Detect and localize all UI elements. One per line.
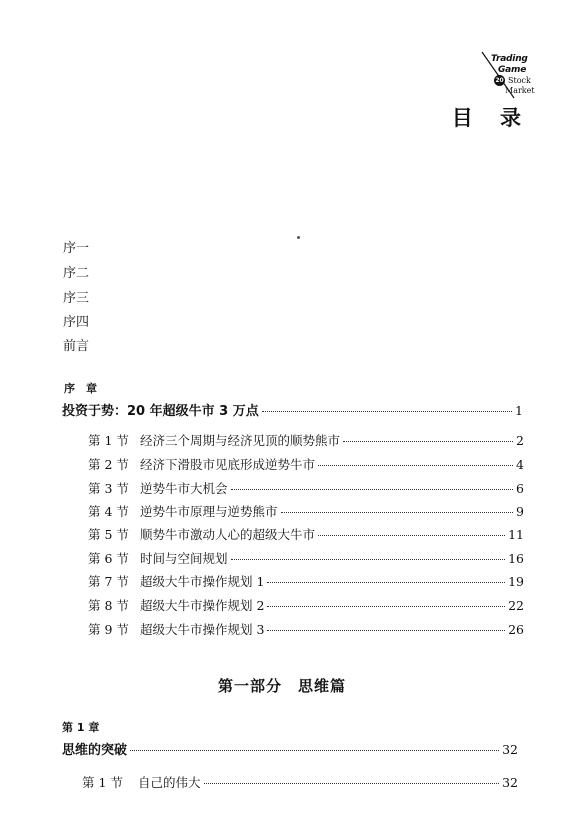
part-title: 第一部分 思维篇 [217, 677, 346, 695]
book-series-logo [478, 50, 538, 100]
front-matter-item[interactable]: 序四 [63, 315, 90, 330]
page-number: 32 [502, 742, 518, 757]
logo-text-stock: Stock [508, 76, 531, 85]
dot-leader [204, 782, 500, 784]
page-number: 1 [515, 403, 523, 418]
section-number: 第 5 节 [88, 527, 129, 542]
logo-text-market: Market [505, 86, 535, 95]
logo-text-trading: Trading [491, 54, 528, 64]
toc-section-row[interactable] [88, 431, 524, 449]
dot-leader [318, 464, 513, 466]
dot-leader [231, 488, 514, 490]
section-number: 第 8 节 [88, 598, 129, 613]
page-number: 19 [508, 574, 524, 589]
logo-text-game: Game [498, 65, 527, 75]
dot-leader [318, 534, 505, 536]
dot-leader [267, 629, 505, 631]
logo-badge: 20 [495, 77, 504, 84]
section-number: 第 4 节 [88, 504, 129, 519]
page-number: 26 [508, 622, 524, 637]
section-number: 第 2 节 [88, 457, 129, 472]
chapter-label: 第 1 章 [62, 721, 100, 734]
toc-section-row[interactable] [88, 502, 524, 520]
page-number: 9 [516, 504, 524, 519]
page-title: 目 录 [451, 106, 531, 130]
stray-mark [297, 236, 300, 239]
page-number: 4 [516, 457, 524, 472]
toc-section-row[interactable] [88, 596, 524, 614]
dot-leader [262, 410, 512, 412]
front-matter-item[interactable]: 序三 [63, 291, 90, 306]
dot-leader [231, 558, 506, 560]
section-title: 超级大牛市操作规划 3 [140, 622, 265, 637]
toc-section-row[interactable] [88, 479, 524, 497]
section-title: 经济三个周期与经济见顶的顺势熊市 [140, 433, 341, 448]
chapter-title: 投资于势：20 年超级牛市 3 万点 [62, 404, 259, 419]
section-title: 自己的伟大 [138, 775, 201, 790]
dot-leader [281, 511, 514, 513]
section-title: 逆势牛市大机会 [140, 481, 228, 496]
page-number: 6 [516, 481, 524, 496]
section-title: 逆势牛市原理与逆势熊市 [140, 504, 278, 519]
front-matter-item[interactable]: 序一 [63, 241, 90, 256]
page-number: 32 [502, 775, 518, 790]
chapter-title: 思维的突破 [62, 743, 128, 758]
section-number: 第 1 节 [88, 433, 129, 448]
section-number: 第 1 节 [82, 775, 123, 790]
page-number: 2 [516, 433, 524, 448]
page-number: 22 [508, 598, 524, 613]
toc-chapter-title-row[interactable] [62, 400, 523, 419]
toc-section-row[interactable] [88, 620, 524, 638]
toc-section-row[interactable] [88, 572, 524, 590]
section-title: 顺势牛市激动人心的超级大牛市 [140, 527, 316, 542]
toc-section-row[interactable] [88, 455, 524, 473]
front-matter-item[interactable]: 序二 [63, 266, 90, 281]
section-title: 超级大牛市操作规划 1 [140, 574, 265, 589]
dot-leader [267, 605, 505, 607]
chapter-label: 序 章 [64, 382, 97, 395]
page-number: 11 [508, 527, 524, 542]
section-number: 第 7 节 [88, 574, 129, 589]
toc-chapter-title-row[interactable] [62, 739, 518, 758]
front-matter-item[interactable]: 前言 [63, 339, 90, 354]
section-title: 经济下滑股市见底形成逆势牛市 [140, 457, 316, 472]
section-title: 时间与空间规划 [140, 551, 228, 566]
toc-section-row[interactable] [82, 773, 518, 791]
section-number: 第 3 节 [88, 481, 129, 496]
page-number: 16 [508, 551, 524, 566]
section-number: 第 6 节 [88, 551, 129, 566]
section-title: 超级大牛市操作规划 2 [140, 598, 265, 613]
toc-section-row[interactable] [88, 525, 524, 543]
section-number: 第 9 节 [88, 622, 129, 637]
dot-leader [343, 440, 513, 442]
toc-section-row[interactable] [88, 549, 524, 567]
dot-leader [130, 749, 499, 751]
dot-leader [267, 581, 505, 583]
